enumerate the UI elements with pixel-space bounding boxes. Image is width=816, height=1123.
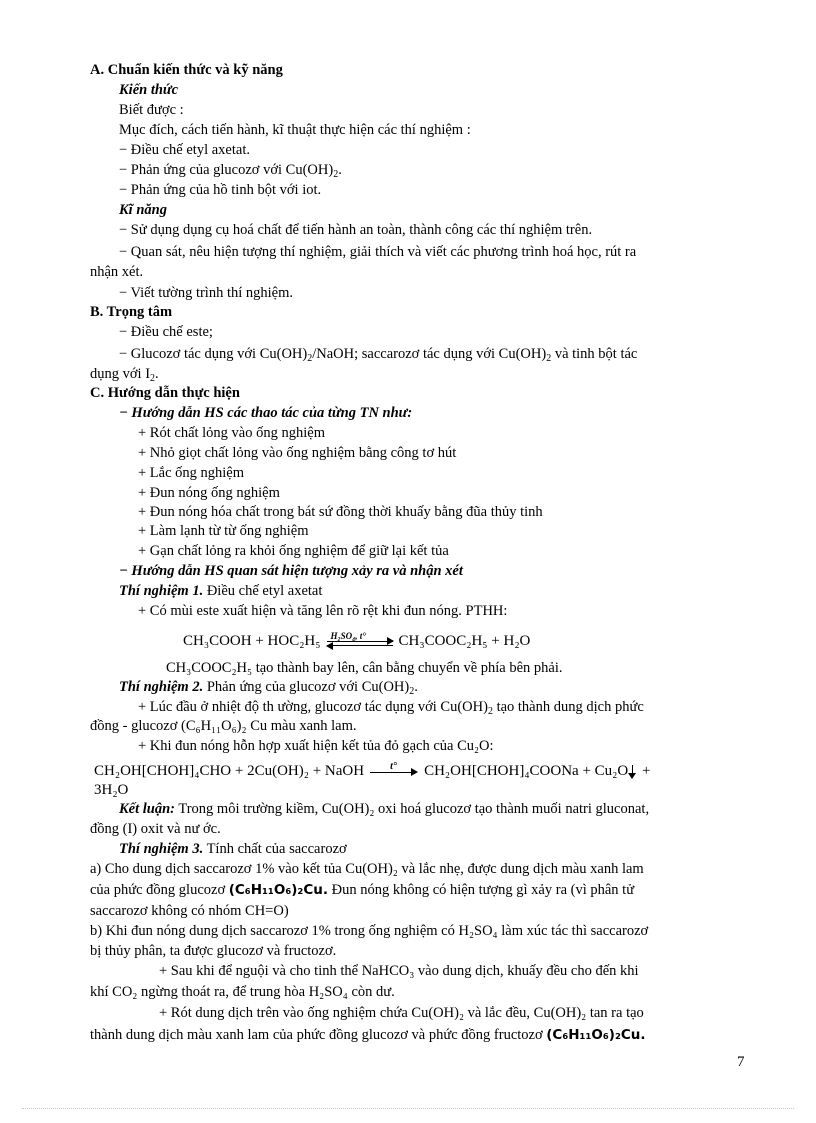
exp3-b-1: [90, 922, 648, 940]
exp1-title: Điều chế etyl axetat: [203, 583, 323, 599]
exp1-equation: [183, 632, 530, 651]
focus-text-4: dụng với I: [90, 366, 151, 382]
exp3-b-text: Khi đun nóng dung dịch saccarozơ 1% trong ống nghiệm có H₂SO₄ làm xúc tác thì saccarozơ: [102, 923, 649, 939]
focus-item-2a: [119, 345, 637, 368]
exp3-a-1: [90, 860, 644, 878]
exp2-equation-cont: 3H₂O: [94, 782, 129, 798]
exp2-conclusion-1: [119, 800, 649, 818]
exp2-heading: Thí nghiệm 2. Phản ứng của glucozơ với $Cu(OH)_2$.: [119, 679, 418, 697]
section-c-title: C. Hướng dẫn thực hiện: [90, 385, 240, 401]
precipitate-arrow-icon: [628, 765, 638, 779]
exp2-line-3: + Khi đun nóng hỗn hợp xuất hiện kết tủa đỏ gạch của Cu₂O:: [138, 738, 494, 754]
exp3-title: Tính chất của saccarozơ: [203, 841, 347, 857]
knowledge-item-2-text: − Phản ứng của glucozơ với Cu(OH): [119, 162, 334, 178]
focus-item-2b: dụng với $I_2$.: [90, 366, 159, 384]
guide-2-heading: − Hướng dẫn HS quan sát hiện tượng xảy ra và nhận xét: [119, 563, 463, 579]
equilibrium-arrow-icon: [327, 630, 393, 651]
exp1-eq-condition: H₂SO₄, t°: [330, 630, 366, 641]
exp1-label: Thí nghiệm 1.: [119, 583, 204, 599]
exp3-c-1: + Sau khi để nguội và cho tinh thể NaHCO₃ vào dung dịch, khuấy đều cho đến khi: [159, 963, 639, 979]
exp3-label: Thí nghiệm 3.: [119, 841, 204, 857]
exp3-c-2: khí CO₂ ngừng thoát ra, để trung hòa H₂SO₄ còn dư.: [90, 984, 395, 1000]
exp3-a-3: saccarozơ không có nhóm CH=O): [90, 903, 289, 919]
exp3-d2-text: thành dung dịch màu xanh lam của phức đồng glucozơ và phức đồng fructozơ: [90, 1027, 547, 1043]
skill-3: − Viết tường trình thí nghiệm.: [119, 285, 293, 301]
exp1-observation: + Có mùi este xuất hiện và tăng lên rõ rệt khi đun nóng. PTHH:: [138, 603, 508, 619]
conclusion-label: Kết luận:: [119, 801, 175, 817]
exp1-heading: [119, 582, 322, 600]
knowledge-item-3: − Phản ứng của hồ tinh bột với iot.: [119, 182, 322, 198]
exp3-b-2: bị thủy phân, ta được glucozơ và fructozơ.: [90, 943, 337, 959]
exp2-line-1-post: tạo thành dung dịch phức: [492, 699, 644, 715]
focus-text-2: /NaOH; saccarozơ tác dụng với Cu(OH): [312, 346, 547, 362]
knowledge-purpose: Mục đích, cách tiến hành, kĩ thuật thực hiện các thí nghiệm :: [119, 122, 471, 138]
focus-text-3: và tinh bột tác: [551, 346, 638, 362]
exp2-eq-left: CH₂OH[CHOH]₄CHO + 2Cu(OH)₂ + NaOH: [94, 763, 365, 779]
skills-heading: Kĩ năng: [119, 202, 167, 218]
exp2-eq-condition: t°: [390, 760, 397, 772]
exp2-title: Phản ứng của glucozơ với Cu(OH): [203, 679, 410, 695]
knowledge-item-1: − Điều chế etyl axetat.: [119, 142, 250, 158]
exp2-conclusion-2: đồng (I) oxit và nư ớc.: [90, 821, 221, 837]
exp3-a-2: [90, 881, 634, 899]
op-item: + Nhỏ giọt chất lỏng vào ống nghiệm bằng công tơ hút: [138, 445, 457, 461]
page-number: 7: [737, 1054, 745, 1070]
skill-1: − Sử dụng dụng cụ hoá chất để tiến hành an toàn, thành công các thí nghiệm trên.: [119, 222, 593, 238]
op-item: + Làm lạnh từ từ ống nghiệm: [138, 523, 309, 539]
subscript-2: 2: [409, 686, 415, 697]
exp2-line-2: đồng - glucozơ (C₆H₁₁O₆)₂ Cu màu xanh lam.: [90, 718, 357, 734]
knowledge-intro: Biết được :: [119, 102, 184, 118]
reaction-arrow-icon: [370, 760, 418, 781]
focus-text-1: − Glucozơ tác dụng với Cu(OH): [119, 346, 308, 362]
exp1-eq-left: CH₃COOH + HOC₂H₅: [183, 633, 321, 649]
exp1-eq-right: CH₃COOC₂H₅ + H₂O: [398, 633, 531, 649]
section-a-title: A. Chuẩn kiến thức và kỹ năng: [90, 62, 283, 78]
exp3-a2-pre: của phức đồng glucozơ: [90, 882, 229, 898]
knowledge-item-2: − Phản ứng của glucozơ với $Cu(OH)_2$.: [119, 162, 342, 180]
exp2-equation: [94, 762, 650, 781]
skill-2a: − Quan sát, nêu hiện tượng thí nghiệm, giải thích và viết các phương trình hoá học, rút ra: [119, 244, 637, 260]
exp3-d-2: [90, 1026, 646, 1044]
exp3-a-text: Cho dung dịch saccarozơ 1% vào kết tủa Cu(OH)₂ và lắc nhẹ, được dung dịch màu xanh lam: [101, 861, 644, 877]
subscript-2: 2: [307, 353, 313, 364]
op-item: + Lắc ống nghiệm: [138, 465, 245, 481]
op-item: + Gạn chất lỏng ra khỏi ống nghiệm để giữ lại kết tủa: [138, 543, 449, 559]
exp2-line-1-text: + Lúc đầu ở nhiệt độ th ường, glucozơ tác dụng với Cu(OH): [138, 699, 488, 715]
exp3-a2-post: Đun nóng không có hiện tượng gì xảy ra (vì phân tử: [327, 882, 635, 898]
complex-formula: (C₆H₁₁O₆)₂Cu.: [546, 1027, 646, 1043]
exp2-eq-right: CH₂OH[CHOH]₄COONa + Cu₂O: [424, 763, 629, 779]
complex-formula: (C₆H₁₁O₆)₂Cu.: [228, 882, 328, 898]
skill-2b: nhận xét.: [90, 264, 144, 280]
footer-divider: [22, 1108, 794, 1109]
conclusion-text: Trong môi trường kiềm, Cu(OH)₂ oxi hoá glucozơ tạo thành muối natri gluconat,: [175, 801, 650, 817]
knowledge-heading: Kiến thức: [119, 82, 179, 98]
subscript-2: 2: [546, 353, 552, 364]
guide-1-heading: − Hướng dẫn HS các thao tác của từng TN như:: [119, 405, 413, 421]
exp2-eq-tail: +: [638, 763, 651, 779]
focus-item-1: − Điều chế este;: [119, 324, 213, 340]
exp1-note: CH₃COOC₂H₅ tạo thành bay lên, cân bằng chuyển về phía bên phải.: [166, 660, 563, 676]
subscript-2: 2: [333, 169, 339, 180]
exp3-heading: [119, 840, 347, 858]
exp2-label: Thí nghiệm 2.: [119, 679, 204, 695]
section-b-title: B. Trọng tâm: [90, 304, 173, 320]
exp3-d-1: + Rót dung dịch trên vào ống nghiệm chứa Cu(OH)₂ và lắc đều, Cu(OH)₂ tan ra tạo: [159, 1005, 644, 1021]
subscript-2: 2: [150, 373, 156, 384]
op-item: + Đun nóng ống nghiệm: [138, 485, 280, 501]
op-item: + Đun nóng hóa chất trong bát sứ đồng thời khuấy bằng đũa thủy tinh: [138, 504, 543, 520]
subscript-2: 2: [487, 706, 493, 717]
exp3-b-marker: b): [90, 923, 103, 939]
exp3-a-marker: a): [90, 861, 102, 877]
op-item: + Rót chất lỏng vào ống nghiệm: [138, 425, 325, 441]
